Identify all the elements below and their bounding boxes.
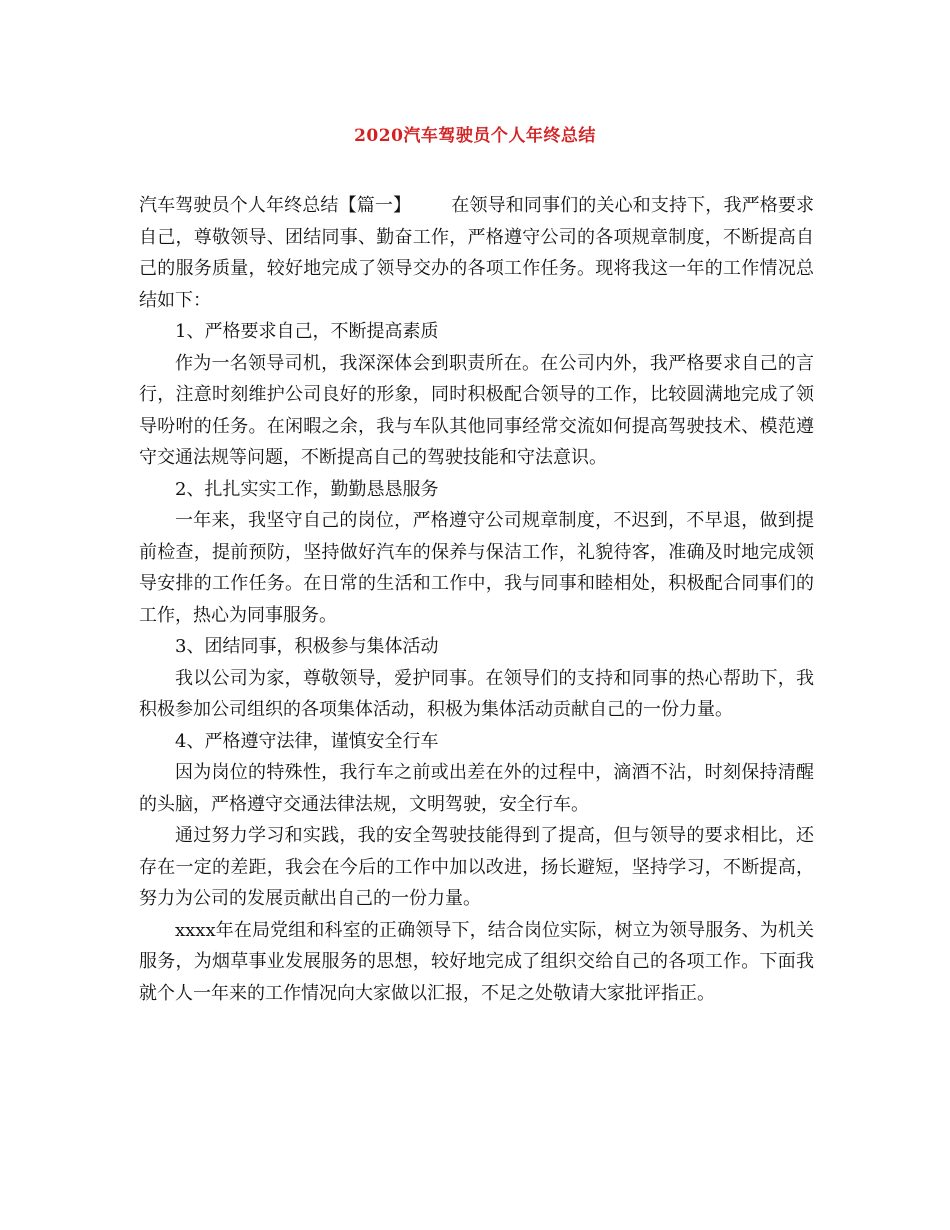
closing-paragraph-2: xxxx年在局党组和科室的正确领导下，结合岗位实际，树立为领导服务、为机关服务，为烟草事业发展服务的思想，较好地完成了组织交给自己的各项工作。下面我就个人一年来的工作情况向大家做以汇报，不足之处敬请大家批评指正。 — [139, 919, 814, 1004]
closing-paragraph-1: 通过努力学习和实践，我的安全驾驶技能得到了提高，但与领导的要求相比，还存在一定的差距，我会在今后的工作中加以改进，扬长避短，坚持学习，不断提高，努力为公司的发展贡献出自己的一份力量。 — [139, 825, 814, 909]
section-text-3: 我以公司为家，尊敬领导，爱护同事。在领导们的支持和同事的热心帮助下，我积极参加公司组织的各项集体活动，积极为集体活动贡献自己的一份力量。 — [139, 667, 814, 720]
section-heading-1: 1、严格要求自己，不断提高素质 — [175, 321, 439, 342]
section-heading-4: 4、严格遵守法律，谨慎安全行车 — [175, 730, 439, 752]
section-text-1: 作为一名领导司机，我深深体会到职责所在。在公司内外，我严格要求自己的言行，注意时刻维护公司良好的形象，同时积极配合领导的工作，比较圆满地完成了领导吩咐的任务。在闲暇之余，我与车队其他同事经常交流如何提高驾驶技术、模范遵守交通法规等问题，不断提高自己的驾驶技能和守法意识。 — [139, 352, 814, 468]
intro-text: 在领导和同事们的关心和支持下，我严格要求自己，尊敬领导、团结同事、勤奋工作，严格遵守公司的各项规章制度，不断提高自己的服务质量，较好地完成了领导交办的各项工作任务。现将我这一年的工作情况总结如下： — [139, 195, 815, 311]
section-text-4: 因为岗位的特殊性，我行车之前或出差在外的过程中，滴酒不沾，时刻保持清醒的头脑，严格遵守交通法律法规，文明驾驶，安全行车。 — [139, 762, 814, 815]
section-heading-2: 2、扎扎实实工作，勤勤恳恳服务 — [175, 478, 439, 500]
section-heading-3: 3、团结同事，积极参与集体活动 — [175, 636, 439, 657]
intro-heading: 汽车驾驶员个人年终总结【篇一】 — [139, 195, 412, 216]
document-title: 2020汽车驾驶员个人年终总结 — [354, 126, 596, 146]
intro-paragraph — [139, 190, 814, 316]
section-text-2: 一年来，我坚守自己的岗位，严格遵守公司规章制度，不迟到，不早退，做到提前检查，提前预防，坚持做好汽车的保养与保洁工作，礼貌待客，准确及时地完成领导安排的工作任务。在日常的生活和工作中，我与同事和睦相处，积极配合同事们的工作，热心为同事服务。 — [139, 510, 814, 626]
document-body — [139, 190, 814, 1009]
